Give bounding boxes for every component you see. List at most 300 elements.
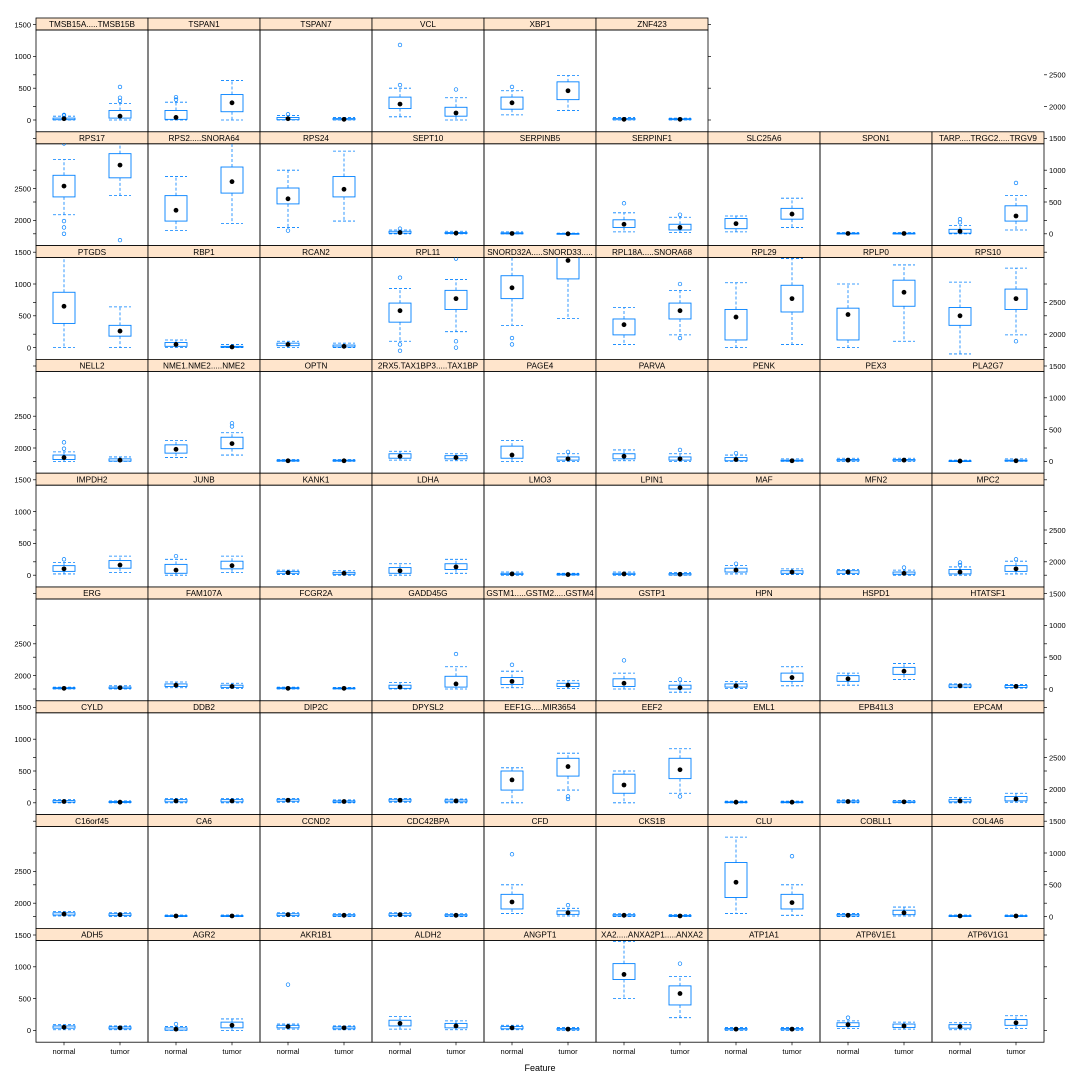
median-dot [118, 563, 123, 568]
outlier-point [342, 127, 346, 131]
median-dot [454, 913, 459, 918]
box-tumor [557, 753, 579, 801]
panel-frame [708, 144, 820, 246]
box-normal [949, 798, 971, 804]
panel-plot-area [837, 664, 915, 686]
panel-title: SNORD32A.....SNORD33..... [487, 247, 593, 257]
panel-title: LPIN1 [640, 475, 664, 485]
box-tumor [1005, 181, 1027, 230]
outlier-point [62, 558, 66, 562]
box-normal [613, 308, 635, 345]
panel [148, 246, 260, 360]
box-tumor [781, 569, 803, 575]
x-tick-label: normal [388, 1047, 412, 1057]
median-dot [846, 799, 851, 804]
y-tick-label: 1000 [14, 279, 31, 289]
y-axis-left [14, 184, 1047, 352]
panel-title: KANK1 [302, 475, 330, 485]
box-normal [501, 572, 523, 577]
y-axis-left [14, 867, 1047, 1035]
x-tick-label: normal [500, 1047, 524, 1057]
median-dot [62, 304, 67, 309]
panel-plot-area [725, 451, 803, 463]
panel-title: CLU [755, 816, 773, 826]
panel-title: VCL [420, 20, 436, 30]
box-tumor [781, 667, 803, 686]
median-dot [790, 570, 795, 575]
box-tumor [557, 231, 579, 236]
panel [148, 473, 260, 587]
box-normal [389, 227, 411, 235]
panel-plot-area [165, 1019, 243, 1032]
outlier-point [510, 852, 514, 856]
y-tick-label: 1500 [1049, 134, 1066, 144]
panel [372, 473, 484, 587]
panel-frame [820, 713, 932, 815]
box-normal [165, 340, 187, 348]
box-tumor [781, 1027, 803, 1032]
outlier-point [342, 111, 346, 115]
median-dot [286, 342, 291, 347]
median-dot [622, 913, 627, 918]
box-iqr [277, 188, 299, 204]
box-normal [837, 458, 859, 463]
box-normal [53, 441, 75, 462]
median-dot [678, 991, 683, 996]
outlier-point [678, 678, 682, 682]
panel [708, 701, 820, 815]
box-tumor [1005, 558, 1027, 574]
median-dot [454, 231, 459, 236]
x-tick-label: tumor [334, 1047, 354, 1057]
outlier-point [678, 795, 682, 799]
box-normal [949, 459, 971, 464]
panel [260, 928, 372, 1042]
median-dot [622, 117, 627, 122]
outlier-point [286, 983, 290, 987]
panel-title: ZNF423 [637, 20, 667, 30]
x-tick-label: normal [948, 1047, 972, 1057]
y-tick-label: 0 [1049, 684, 1054, 694]
panel-title: PTGDS [77, 247, 107, 257]
y-tick-label: 0 [1049, 229, 1054, 239]
median-dot [678, 117, 683, 122]
median-dot [118, 458, 123, 463]
panel [36, 83, 148, 246]
box-normal [53, 142, 75, 236]
median-dot [902, 290, 907, 295]
median-dot [846, 458, 851, 463]
panel-plot-area [613, 448, 691, 461]
median-dot [62, 686, 67, 691]
median-dot [734, 880, 739, 885]
outlier-point [790, 854, 794, 858]
panel [484, 701, 596, 815]
panel-title: EML1 [753, 703, 775, 712]
x-tick-label: normal [836, 1047, 860, 1057]
y-tick-label: 2000 [1049, 102, 1066, 112]
panel [708, 928, 820, 1042]
y-tick-label: 2000 [1049, 785, 1066, 795]
panel [36, 587, 148, 701]
median-dot [398, 102, 403, 107]
panel-plot-area [277, 458, 355, 463]
box-normal [949, 561, 971, 576]
outlier-point [174, 554, 178, 558]
panel [708, 753, 820, 929]
panels-layer [14, 0, 1065, 1056]
panel-title: CFD [531, 816, 549, 826]
panel-title: EPCAM [973, 703, 1003, 712]
panel-frame [820, 144, 932, 246]
median-dot [846, 1022, 851, 1027]
median-dot [174, 208, 179, 213]
outlier-point [1014, 339, 1018, 343]
panel-plot-area [165, 340, 243, 349]
box-tumor [109, 912, 131, 917]
panel-row [33, 298, 1066, 473]
median-dot [958, 570, 963, 575]
box-tumor [221, 1019, 243, 1030]
median-dot [454, 296, 459, 301]
panel-title: DIP2C [303, 703, 329, 712]
panel [148, 18, 260, 132]
y-tick-label: 1500 [14, 930, 31, 940]
median-dot [566, 572, 571, 577]
box-tumor [445, 1021, 467, 1030]
box-tumor [333, 1025, 355, 1030]
median-dot [510, 231, 515, 236]
panel-title: ATP6V1G1 [967, 930, 1009, 940]
panel-plot-area [165, 914, 243, 919]
panel-frame [260, 599, 372, 701]
box-tumor [109, 307, 131, 348]
box-tumor [669, 448, 691, 461]
median-dot [174, 914, 179, 919]
panel-plot-area [53, 209, 131, 348]
median-dot [62, 566, 67, 571]
box-normal [837, 913, 859, 918]
box-tumor [445, 652, 467, 689]
panel [148, 815, 260, 929]
panel-title: CKS1B [638, 816, 666, 826]
panel-frame [708, 940, 820, 1042]
panel-plot-area [277, 686, 355, 691]
box-tumor [445, 454, 467, 461]
panel-row [14, 412, 1047, 587]
panel-plot-area [613, 659, 691, 693]
panel [484, 132, 596, 246]
median-dot [958, 798, 963, 803]
panel-title: DPYSL2 [412, 703, 444, 712]
box-tumor [893, 458, 915, 463]
y-axis-right [33, 298, 1066, 466]
panel-title: COBLL1 [860, 816, 892, 826]
box-tumor [557, 572, 579, 577]
box-normal [613, 117, 635, 122]
median-dot [398, 568, 403, 573]
y-tick-label: 1500 [14, 20, 31, 30]
outlier-point [734, 753, 738, 757]
outlier-point [622, 201, 626, 205]
median-dot [566, 1027, 571, 1032]
panel-plot-area [53, 912, 131, 918]
median-dot [342, 117, 347, 122]
box-tumor [445, 231, 467, 236]
median-dot [1014, 797, 1019, 802]
panel-plot-area [389, 1016, 467, 1029]
x-tick-label: normal [276, 1047, 300, 1057]
box-tumor [109, 556, 131, 573]
median-dot [902, 458, 907, 463]
median-dot [622, 454, 627, 459]
panel-row [33, 526, 1066, 701]
box-normal [725, 216, 747, 232]
panel-title: HSPD1 [862, 589, 890, 599]
panel-plot-area [165, 81, 243, 120]
box-tumor [333, 571, 355, 576]
median-dot [510, 778, 515, 783]
panel-title: NELL2 [79, 361, 105, 371]
panel-frame [36, 599, 148, 701]
panel-title: SEPT10 [412, 134, 444, 143]
median-dot [846, 676, 851, 681]
y-tick-label: 2500 [1049, 525, 1066, 535]
box-tumor [893, 907, 915, 916]
box-normal [949, 282, 971, 354]
panel [260, 815, 372, 929]
panel [372, 701, 484, 815]
box-tumor [893, 1022, 915, 1029]
box-normal [277, 686, 299, 691]
panel-title: PEX3 [865, 361, 887, 371]
box-normal [165, 1022, 187, 1031]
panel-plot-area [837, 1016, 915, 1029]
outlier-point [678, 282, 682, 286]
box-normal [837, 673, 859, 685]
panel-title: TSPAN1 [188, 20, 220, 30]
panel-plot-area [277, 112, 355, 121]
outlier-point [566, 177, 570, 181]
panel-plot-area [725, 259, 803, 348]
panel-title: TARP.....TRGC2.....TRGV9 [939, 134, 1037, 143]
panel-plot-area [501, 852, 579, 915]
box-normal [613, 913, 635, 918]
panel-title: LMO3 [528, 475, 552, 485]
box-normal [501, 852, 523, 913]
outlier-point [398, 43, 402, 47]
median-dot [902, 669, 907, 674]
box-tumor [557, 681, 579, 689]
outlier-point [454, 238, 458, 242]
box-tumor [221, 81, 243, 120]
outlier-point [566, 797, 570, 801]
median-dot [790, 296, 795, 301]
panel [596, 246, 708, 360]
median-dot [454, 1024, 459, 1029]
y-tick-label: 1000 [1049, 393, 1066, 403]
panel-title: LDHA [417, 475, 439, 485]
panel-plot-area [389, 559, 467, 575]
outlier-point [1014, 558, 1018, 562]
median-dot [510, 100, 515, 105]
panel-title: AKR1B1 [300, 930, 332, 940]
median-dot [62, 455, 67, 460]
panel-plot-area [277, 912, 355, 917]
box-normal [165, 554, 187, 575]
box-normal [165, 682, 187, 688]
panel-plot-area [389, 798, 467, 803]
median-dot [62, 912, 67, 917]
panel-title: ADH5 [81, 930, 103, 940]
panel-frame [484, 485, 596, 587]
panel [372, 928, 484, 1042]
median-dot [62, 116, 67, 121]
box-tumor [557, 1027, 579, 1032]
panel-title: SERPINF1 [631, 134, 673, 143]
box-tumor [781, 198, 803, 227]
median-dot [790, 800, 795, 805]
median-dot [566, 231, 571, 236]
median-dot [230, 100, 235, 105]
median-dot [286, 196, 291, 201]
panel-title: GSTM1.....GSTM2.....GSTM4 [486, 589, 594, 599]
panel [260, 587, 372, 701]
panel-frame [260, 371, 372, 473]
panel-plot-area [277, 983, 355, 1030]
y-tick-label: 1000 [14, 962, 31, 972]
y-tick-label: 0 [26, 1026, 31, 1036]
y-tick-label: 500 [1049, 653, 1062, 662]
panel [596, 18, 708, 132]
median-dot [174, 1027, 179, 1032]
outlier-point [62, 232, 66, 236]
box-normal [725, 451, 747, 462]
outlier-point [398, 276, 402, 280]
box-normal [613, 450, 635, 461]
outlier-point [902, 566, 906, 570]
box-normal [725, 562, 747, 574]
median-dot [902, 231, 907, 236]
panel-plot-area [949, 558, 1027, 576]
panel-plot-area [389, 227, 467, 236]
median-dot [902, 910, 907, 915]
median-dot [398, 912, 403, 917]
panel-title: RPL29 [751, 247, 777, 257]
panel-plot-area [837, 907, 915, 918]
panel-frame [372, 144, 484, 246]
panel [260, 246, 372, 360]
panel [932, 701, 1044, 815]
median-dot [174, 342, 179, 347]
panel-plot-area [725, 1027, 803, 1032]
median-dot [622, 572, 627, 577]
median-dot [342, 913, 347, 918]
median-dot [342, 458, 347, 463]
median-dot [1014, 458, 1019, 463]
panel-frame [820, 599, 932, 701]
median-dot [678, 914, 683, 919]
panel-frame [36, 713, 148, 815]
panel-plot-area [277, 570, 355, 576]
panel [148, 701, 260, 815]
median-dot [846, 913, 851, 918]
median-dot [230, 798, 235, 803]
box-normal [165, 177, 187, 231]
x-tick-label: tumor [782, 1047, 802, 1057]
y-tick-label: 500 [1049, 425, 1062, 435]
panel-plot-area [837, 458, 915, 463]
box-tumor [221, 142, 243, 224]
box-tumor [221, 798, 243, 803]
panel-title: AGR2 [192, 930, 216, 940]
y-tick-label: 500 [18, 994, 31, 1004]
panel [820, 359, 932, 473]
panel-title: CYLD [81, 703, 103, 712]
outlier-point [62, 441, 66, 445]
box-normal [389, 43, 411, 117]
panel-plot-area [165, 554, 243, 575]
panel-plot-area [501, 440, 579, 461]
panel-frame [596, 485, 708, 587]
median-dot [286, 1024, 291, 1029]
y-tick-label: 2000 [14, 899, 31, 908]
y-tick-label: 1500 [1049, 361, 1066, 371]
panel [932, 815, 1044, 929]
median-dot [566, 258, 571, 263]
panel-title: CCND2 [301, 816, 331, 826]
panel [708, 473, 820, 587]
median-dot [958, 683, 963, 688]
box-normal [389, 564, 411, 575]
x-axis [53, 1042, 1027, 1056]
panel-frame [596, 30, 708, 132]
x-tick-label: normal [164, 1047, 188, 1057]
median-dot [118, 163, 123, 168]
median-dot [846, 231, 851, 236]
panel [932, 132, 1044, 246]
median-dot [790, 458, 795, 463]
panel-frame [372, 827, 484, 929]
panel-title: MAF [755, 475, 773, 485]
box-tumor [781, 854, 803, 915]
panel [372, 359, 484, 473]
median-dot [846, 312, 851, 317]
box-normal [277, 912, 299, 917]
panel-title: C16orf45 [75, 816, 109, 826]
panel [36, 209, 148, 359]
median-dot [118, 912, 123, 917]
median-dot [398, 685, 403, 690]
median-dot [454, 111, 459, 116]
y-axis-right [33, 753, 1066, 921]
panel-plot-area [165, 798, 243, 803]
panel-frame [932, 371, 1044, 473]
box-normal [837, 569, 859, 574]
panel-title: GADD45G [408, 589, 448, 599]
median-dot [566, 88, 571, 93]
y-axis-left [14, 412, 1047, 580]
panel-plot-area [53, 85, 131, 121]
panel-title: SPON1 [862, 134, 890, 143]
panel-title: 2RX5.TAX1BP3.....TAX1BP [377, 361, 479, 371]
panel [36, 701, 148, 815]
panel-plot-area [613, 572, 691, 577]
panel-title: RPS2.....SNORA64 [168, 134, 240, 143]
box-tumor [893, 664, 915, 680]
outlier-point [1014, 241, 1018, 245]
median-dot [342, 571, 347, 576]
